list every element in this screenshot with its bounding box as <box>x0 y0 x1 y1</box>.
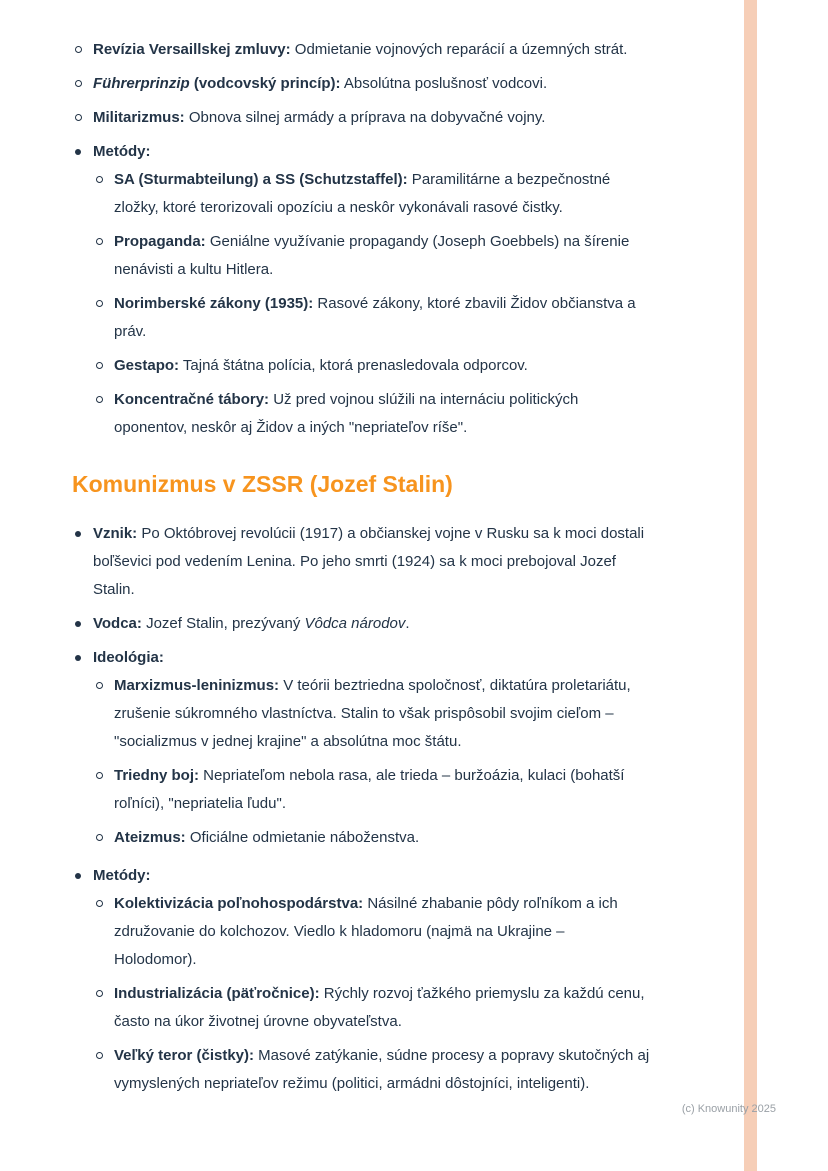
item-text: Nepriateľom nebola rasa, ale trieda – buržoázia, kulaci (bohatší roľníci), "nepriatelia ľudu". <box>114 767 625 812</box>
page-edge-stripe <box>744 0 757 1171</box>
item-text: Násilné zhabanie pôdy roľníkom a ich združovanie do kolchozov. Viedlo k hladomoru (najmä na Ukrajine – Holodomor). <box>114 895 618 968</box>
item-label: Kolektivizácia poľnohospodárstva: <box>114 895 364 912</box>
item-text: Odmietanie vojnových reparácií a územných strát. <box>290 41 628 58</box>
item-label: Vodca: <box>93 615 142 632</box>
document-content <box>72 36 650 1108</box>
item-text: Po Októbrovej revolúcii (1917) a občianskej vojne v Rusku sa k moci dostali boľševici pod vedením Lenina. Po jeho smrti (1924) sa k moci prebojoval Jozef Stalin. <box>93 525 645 598</box>
section-heading-communism: Komunizmus v ZSSR (Jozef Stalin) <box>72 471 453 497</box>
item-label: Marxizmus-leninizmus: <box>114 677 280 694</box>
list-item-koncentracne-tabory <box>93 386 650 442</box>
communism-methods-list <box>93 890 650 1098</box>
nazism-methods-list <box>93 166 650 442</box>
communism-ideology-list <box>93 672 650 852</box>
item-text: Masové zatýkanie, súdne procesy a popravy skutočných aj vymyslených nepriateľov režimu (politici, armádni dôstojníci, inteligenti). <box>114 1047 650 1092</box>
communism-list <box>72 520 650 1098</box>
item-label: Metódy: <box>93 143 151 160</box>
list-item-sa-ss <box>93 166 650 222</box>
list-item-velky-teror <box>93 1042 650 1098</box>
list-item-triedny-boj <box>93 762 650 818</box>
item-label: Koncentračné tábory: <box>114 391 270 408</box>
item-label: Industrializácia (päťročnice): <box>114 985 320 1002</box>
list-item-marxizmus-leninizmus <box>93 672 650 756</box>
list-item-ateizmus <box>93 824 650 852</box>
nazism-ideology-list <box>72 36 650 132</box>
item-text-italic: Vôdca národov <box>304 615 406 632</box>
list-item-propaganda <box>93 228 650 284</box>
item-text: Oficiálne odmietanie náboženstva. <box>185 829 420 846</box>
list-item-kolektivizacia <box>93 890 650 974</box>
list-item-gestapo <box>93 352 650 380</box>
list-item-ideologia <box>72 644 650 852</box>
item-text: Geniálne využívanie propagandy (Joseph Goebbels) na šírenie nenávisti a kultu Hitlera. <box>114 233 630 278</box>
item-text: Rýchly rozvoj ťažkého priemyslu za každú cenu, často na úkor životnej úrovne obyvateľstva. <box>114 985 645 1030</box>
item-text: Rasové zákony, ktoré zbavili Židov občianstva a práv. <box>114 295 636 340</box>
item-text: Jozef Stalin, prezývaný <box>141 615 305 632</box>
item-label: Ateizmus: <box>114 829 186 846</box>
item-label: Triedny boj: <box>114 767 200 784</box>
item-label: Metódy: <box>93 867 151 884</box>
list-item-fuhrerprinzip <box>72 70 650 98</box>
item-label: Revízia Versaillskej zmluvy: <box>93 41 291 58</box>
list-item-metody-communism <box>72 862 650 1098</box>
item-label: Militarizmus: <box>93 109 185 126</box>
item-label: Propaganda: <box>114 233 206 250</box>
list-item-vznik <box>72 520 650 604</box>
item-text: Obnova silnej armády a príprava na dobyvačné vojny. <box>184 109 546 126</box>
item-text: Tajná štátna polícia, ktorá prenasledovala odporcov. <box>179 357 528 374</box>
item-label: Vznik: <box>93 525 138 542</box>
copyright-note: (c) Knowunity 2025 <box>681 1103 776 1115</box>
item-label: (vodcovský princíp): <box>189 75 341 92</box>
list-item-industrializacia <box>93 980 650 1036</box>
item-text: Paramilitárne a bezpečnostné zložky, ktoré terorizovali opozíciu a neskôr vykonávali rasové čistky. <box>114 171 611 216</box>
item-label: Ideológia: <box>93 649 164 666</box>
list-item-metody-nazism <box>72 138 650 442</box>
item-label: Gestapo: <box>114 357 180 374</box>
item-label-italic: Führerprinzip <box>93 75 190 92</box>
item-label: Norimberské zákony (1935): <box>114 295 314 312</box>
list-item-vodca <box>72 610 650 638</box>
list-item-norimberske-zakony <box>93 290 650 346</box>
list-item-militarizmus <box>72 104 650 132</box>
item-label: Veľký teror (čistky): <box>114 1047 255 1064</box>
item-text-suffix: . <box>405 615 410 632</box>
list-item-revizia <box>72 36 650 64</box>
item-text: Absolútna poslušnosť vodcovi. <box>340 75 548 92</box>
item-text: Už pred vojnou slúžili na internáciu politických oponentov, neskôr aj Židov a iných "nepriateľov ríše". <box>114 391 579 436</box>
nazism-methods-block <box>72 138 650 442</box>
item-text: V teórii beztriedna spoločnosť, diktatúra proletariátu, zrušenie súkromného vlastníctva. Stalin to však prispôsobil svojim cieľom – "socializmus v jednej krajine" a absolútna moc štátu. <box>114 677 631 750</box>
item-label: SA (Sturmabteilung) a SS (Schutzstaffel): <box>114 171 408 188</box>
